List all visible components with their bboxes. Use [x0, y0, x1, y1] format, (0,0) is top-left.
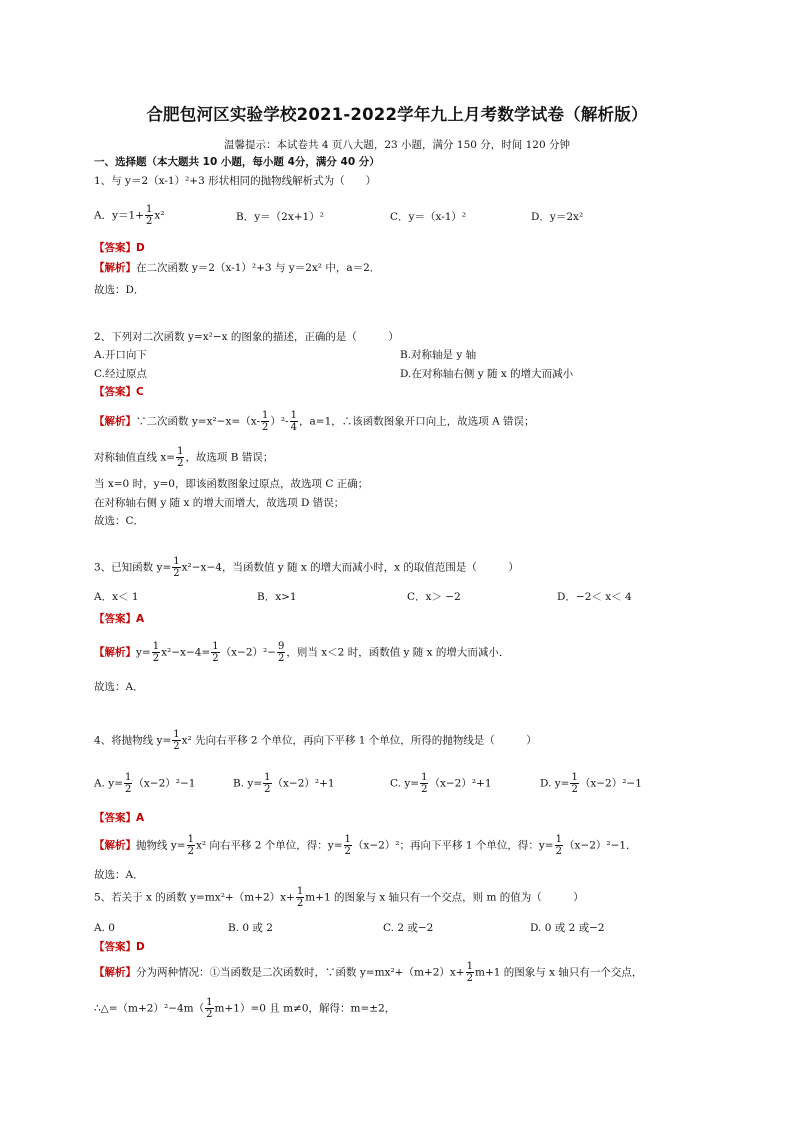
- q2-option-b: B.对称轴是 y 轴: [400, 349, 477, 361]
- q4-conclusion: 故选：A．: [94, 869, 144, 881]
- fraction: $\frac{1}{2}$: [571, 772, 578, 795]
- q1-analysis: 【解析】在二次函数 y＝2（x-1）²+3 与 y＝2x² 中，a＝2．: [94, 262, 381, 274]
- q4-answer: 【答案】A: [94, 812, 145, 824]
- q1-stem: 1、与 y＝2（x-1）²+3 形状相同的抛物线解析式为（ ）: [94, 175, 377, 187]
- fraction: $\frac{1}{2}$: [177, 446, 184, 469]
- q2-stem: 2、下列对二次函数 y=x²−x 的图象的描述，正确的是（ ）: [94, 331, 399, 343]
- q3-analysis: 【解析】y= $\frac{1}{2}$ x²−x−4= $\frac{1}{2}$ （x−2）²− $\frac{9}{2}$ ，则当 x＜2 时，函数值 y 随 x 的增大而减小．: [94, 641, 510, 664]
- fraction: $\frac{1}{2}$: [264, 772, 271, 795]
- q2-answer: 【答案】C: [94, 386, 144, 398]
- q2-analysis: 【解析】∵二次函数 y=x²−x=（x- $\frac{1}{2}$ ）²- $\frac{1}{4}$ ，a=1，∴该函数图象开口向上，故选项 A 错误；: [94, 410, 535, 433]
- q2-conclusion: 故选：C．: [94, 515, 145, 527]
- q3-answer: 【答案】A: [94, 613, 145, 625]
- fraction: $\frac{1}{2}$: [187, 834, 194, 857]
- fraction: $\frac{1}{2}$: [173, 729, 180, 752]
- q1-conclusion: 故选：D．: [94, 284, 145, 296]
- q4-analysis: 【解析】抛物线 y= $\frac{1}{2}$ x² 向右平移 2 个单位，得：y= $\frac{1}{2}$ （x−2）²；再向下平移 1 个单位，得：y= $\frac{1}{2}$ （x−2）²−1．: [94, 834, 637, 857]
- fraction: $\frac{1}{2}$: [466, 961, 473, 984]
- q3-stem: 3、已知函数 y= $\frac{1}{2}$ x²−x−4，当函数值 y 随 x 的增大而减小时，x 的取值范围是（ ）: [94, 556, 519, 579]
- q5-option-a: A. 0: [94, 922, 115, 934]
- q4-option-a: A. y= $\frac{1}{2}$ （x−2）²−1: [94, 772, 196, 795]
- fraction: $\frac{1}{2}$: [125, 772, 132, 795]
- q2-analysis-line4: 在对称轴右侧 y 随 x 的增大而增大，故选项 D 错误；: [94, 497, 345, 509]
- q5-option-b: B. 0 或 2: [228, 922, 273, 934]
- q5-analysis: 【解析】分为两种情况：①当函数是二次函数时，∵函数 y=mx²+（m+2）x+ $\frac{1}{2}$ m+1 的图象与 x 轴只有一个交点，: [94, 961, 643, 984]
- q2-analysis-line3: 当 x=0 时，y=0，即该函数图象过原点，故选项 C 正确；: [94, 478, 369, 490]
- page-title: 合肥包河区实验学校2021-2022学年九上月考数学试卷（解析版）: [146, 105, 648, 124]
- q2-option-a: A.开口向下: [94, 349, 147, 361]
- q5-analysis-line2: ∴△=（m+2）²−4m（ $\frac{1}{2}$ m+1）=0 且 m≠0，解得：m=±2，: [94, 997, 396, 1020]
- fraction: $\frac{1}{2}$: [146, 204, 153, 227]
- q1-answer: 【答案】D: [94, 242, 145, 254]
- q5-option-d: D. 0 或 2 或−2: [530, 922, 605, 934]
- q5-answer: 【答案】D: [94, 941, 145, 953]
- q4-option-d: D. y= $\frac{1}{2}$ （x−2）²−1: [540, 772, 642, 795]
- exam-tip: 温馨提示：本试卷共 4 页八大题，23 小题，满分 150 分，时间 120 分钟: [224, 139, 570, 151]
- fraction: $\frac{1}{4}$: [290, 410, 298, 433]
- q1-option-b: B．y＝（2x+1）²: [236, 211, 324, 223]
- q1-option-d: D．y＝2x²: [531, 211, 584, 223]
- fraction: $\frac{1}{2}$: [212, 641, 219, 664]
- fraction: $\frac{1}{2}$: [262, 410, 269, 433]
- fraction: $\frac{1}{2}$: [173, 556, 180, 579]
- q1-option-a: A．y＝1+ $\frac{1}{2}$ x²: [94, 204, 165, 227]
- q2-option-c: C.经过原点: [94, 368, 147, 380]
- q3-option-d: D．−2＜ x＜ 4: [557, 591, 632, 603]
- q4-stem: 4、将抛物线 y= $\frac{1}{2}$ x² 先向右平移 2 个单位，再向下平移 1 个单位，所得的抛物线是（ ）: [94, 729, 537, 752]
- fraction: $\frac{1}{2}$: [206, 997, 213, 1020]
- q4-option-c: C. y= $\frac{1}{2}$ （x−2）²+1: [390, 772, 492, 795]
- fraction: $\frac{1}{2}$: [421, 772, 428, 795]
- q2-analysis-line2: 对称轴值直线 x= $\frac{1}{2}$ ，故选项 B 错误；: [94, 446, 274, 469]
- fraction: $\frac{1}{2}$: [152, 641, 160, 664]
- fraction: $\frac{1}{2}$: [296, 886, 304, 909]
- q1-option-c: C．y＝（x-1）²: [390, 211, 467, 223]
- q3-conclusion: 故选：A．: [94, 681, 144, 693]
- q3-option-c: C．x＞ −2: [407, 591, 461, 603]
- fraction: $\frac{1}{2}$: [344, 834, 351, 857]
- fraction: $\frac{1}{2}$: [555, 834, 562, 857]
- q5-stem: 5、若关于 x 的函数 y=mx²+（m+2）x+ $\frac{1}{2}$ m+1 的图象与 x 轴只有一个交点，则 m 的值为（ ）: [94, 886, 584, 909]
- section-heading: 一、选择题（本大题共 10 小题，每小题 4分，满分 40 分）: [94, 156, 380, 168]
- q2-option-d: D.在对称轴右侧 y 随 x 的增大而减小: [400, 368, 574, 380]
- q3-option-b: B．x>1: [257, 591, 297, 603]
- q3-option-a: A．x＜ 1: [94, 591, 139, 603]
- fraction: $\frac{9}{2}$: [278, 641, 285, 664]
- q4-option-b: B. y= $\frac{1}{2}$ （x−2）²+1: [233, 772, 335, 795]
- q5-option-c: C. 2 或−2: [383, 922, 434, 934]
